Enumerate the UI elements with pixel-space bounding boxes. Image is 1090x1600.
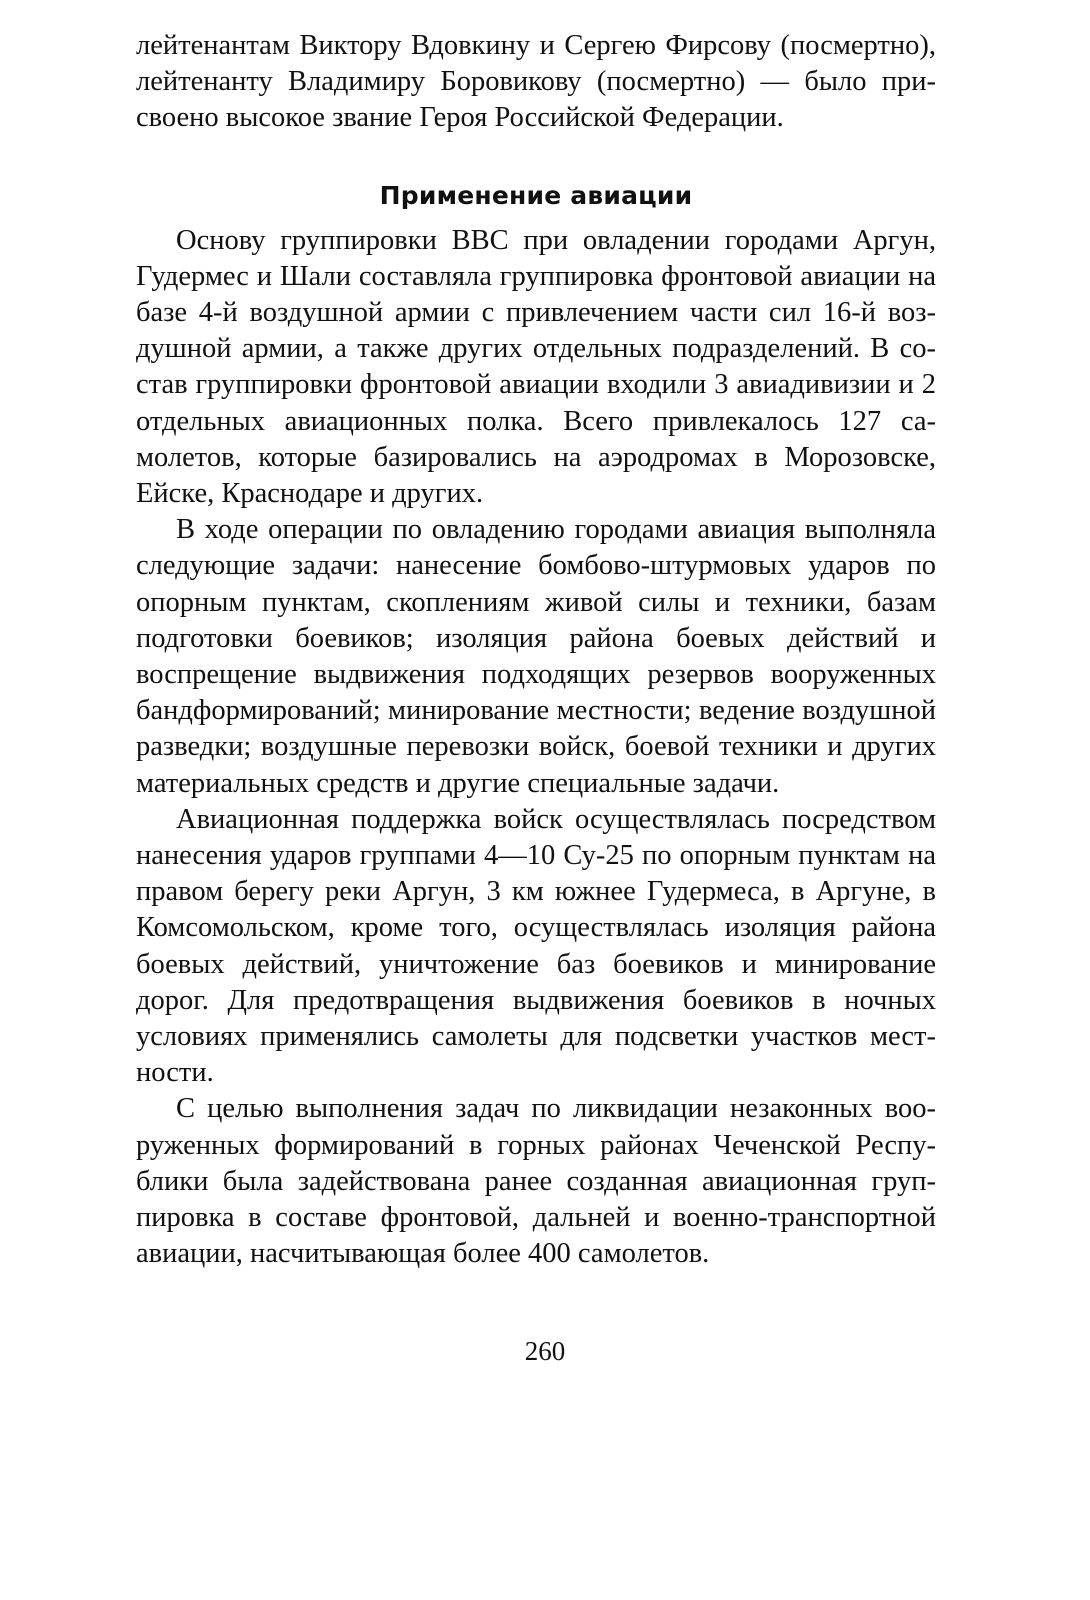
page-number: 260 [524, 1336, 566, 1366]
section-heading: Применение авиации [379, 180, 693, 210]
intro-paragraph: лейтенантам Виктору Вдовкину и Сергею Фирсову (посмертно), лейтенанту Владимиру Боровикову (посмертно) — было присвоено высокое звание Героя Российской Федерации. [136, 30, 936, 134]
body-paragraph: Авиационная поддержка войск осуществлялась посредством нанесения ударов группами 4—10 Су-25 по опорным пунктам на правом берегу реки Аргун, 3 км южнее Гудермеса, в Аргуне, в Комсомольском, кроме того, осуществлялась изоляция района боевых действий, уничтожение баз боевиков и минирование дорог. Для предотвращения выдвижения боевиков в ночных условиях применялись самолеты для подсветки участков местности. [136, 803, 936, 1089]
body-paragraph: С целью выполнения задач по ликвидации незаконных вооруженных формирований в горных районах Чеченской Республики была задействована ранее созданная авиационная группировка в составе фронтовой, дальней и военно-транспортной авиации, насчитывающая более 400 самолетов. [136, 1093, 936, 1270]
page-body [136, 28, 936, 1273]
body-paragraph: Основу группировки ВВС при овладении городами Аргун, Гудермес и Шали составляла группировка фронтовой авиации на базе 4-й воздушной армии с привлечением части сил 16-й воздушной армии, а также других отдельных подразделений. В состав группировки фронтовой авиации входили 3 авиадивизии и 2 отдельных авиационных полка. Всего привлекалось 127 самолетов, которые базировались на аэродромах в Морозовске, Ейске, Краснодаре и других. [136, 224, 936, 510]
body-paragraph: В ходе операции по овладению городами авиация выполняла следующие задачи: нанесение бомбово-штурмовых ударов по опорным пунктам, скоплениям живой силы и техники, базам подготовки боевиков; изоляция района боевых действий и воспрещение выдвижения подходящих резервов вооруженных бандформирований; минирование местности; ведение воздушной разведки; воздушные перевозки войск, боевой техники и других материальных средств и другие специальные задачи. [136, 514, 936, 799]
